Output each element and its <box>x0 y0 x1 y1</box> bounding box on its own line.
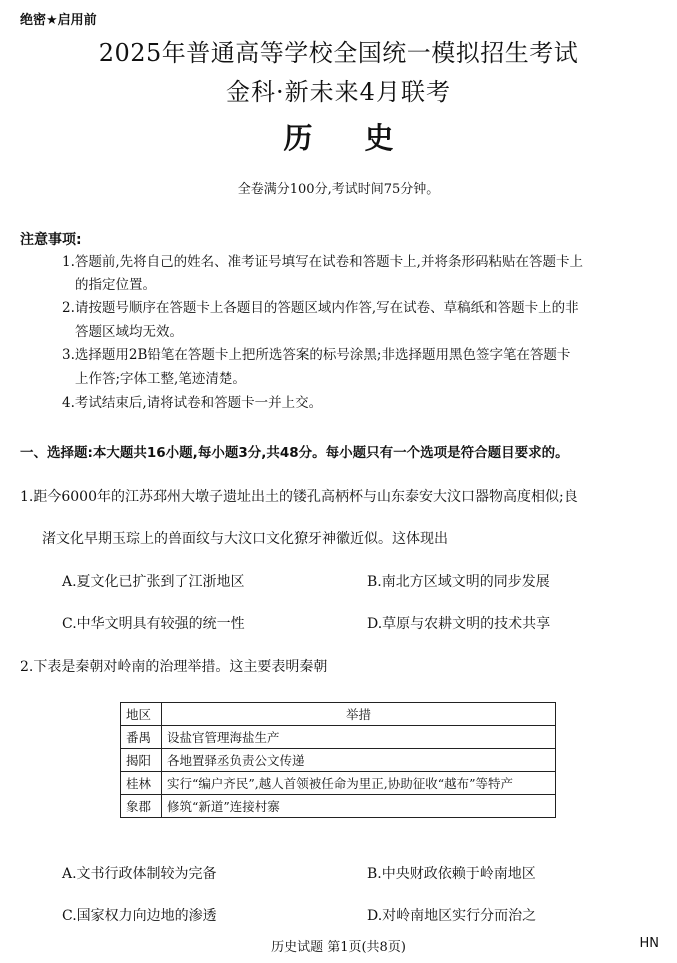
table-cell-measure: 各地置驿丞负责公文传递 <box>162 749 556 772</box>
question-1-option-d: D.草原与农耕文明的技术共享 <box>367 616 551 632</box>
notice-item-cont: 的指定位置。 <box>75 277 156 293</box>
table-cell-region: 番禺 <box>121 726 162 749</box>
notice-item-cont: 上作答;字体工整,笔迹清楚。 <box>75 371 246 387</box>
question-1-option-a: A.夏文化已扩张到了江浙地区 <box>62 574 245 590</box>
confidential-mark: 绝密★启用前 <box>20 13 97 28</box>
governance-table <box>120 702 556 818</box>
subject-title: 历史 <box>283 121 446 155</box>
table-row <box>121 749 556 772</box>
question-1-stem: 1.距今6000年的江苏邳州大墩子遗址出土的镂孔高柄杯与山东泰安大汶口器物高度相似;良 <box>20 489 578 505</box>
notice-item: 2.请按题号顺序在答题卡上各题目的答题区域内作答,写在试卷、草稿纸和答题卡上的非 <box>62 300 579 316</box>
table-cell-measure: 修筑“新道”连接村寨 <box>162 795 556 818</box>
table-row <box>121 726 556 749</box>
exam-subtitle: 金科·新未来4月联考 <box>226 78 451 106</box>
notice-item: 1.答题前,先将自己的姓名、准考证号填写在试卷和答题卡上,并将条形码粘贴在答题卡上 <box>62 254 583 270</box>
question-1-option-b: B.南北方区域文明的同步发展 <box>367 574 550 590</box>
table-cell-region: 象郡 <box>121 795 162 818</box>
exam-title: 2025年普通高等学校全国统一模拟招生考试 <box>98 39 579 67</box>
table-cell-measure: 设盐官管理海盐生产 <box>162 726 556 749</box>
page-footer: 历史试题 第1页(共8页) <box>271 940 406 955</box>
question-2-option-d: D.对岭南地区实行分而治之 <box>367 908 537 924</box>
table-cell-region: 桂林 <box>121 772 162 795</box>
table-cell-region: 揭阳 <box>121 749 162 772</box>
table-row <box>121 795 556 818</box>
notice-title: 注意事项: <box>20 232 82 248</box>
notice-item: 3.选择题用2B铅笔在答题卡上把所选答案的标号涂黑;非选择题用黑色签字笔在答题卡 <box>62 347 571 363</box>
table-cell-measure: 实行“编户齐民”,越人首领被任命为里正,协助征收“越布”等特产 <box>162 772 556 795</box>
table-header-row <box>121 703 556 726</box>
notice-item: 4.考试结束后,请将试卷和答题卡一并上交。 <box>62 395 323 411</box>
paper-code: HN <box>639 936 659 951</box>
score-info: 全卷满分100分,考试时间75分钟。 <box>237 182 440 197</box>
notice-item-cont: 答题区域均无效。 <box>75 324 183 340</box>
question-1-option-c: C.中华文明具有较强的统一性 <box>62 616 245 632</box>
question-2-option-b: B.中央财政依赖于岭南地区 <box>367 866 536 882</box>
column-header-measure: 举措 <box>162 703 556 726</box>
question-2-option-a: A.文书行政体制较为完备 <box>62 866 217 882</box>
question-1-stem-cont: 渚文化早期玉琮上的兽面纹与大汶口文化獠牙神徽近似。这体现出 <box>42 531 448 547</box>
question-2-option-c: C.国家权力向边地的渗透 <box>62 908 217 924</box>
question-2-stem: 2.下表是秦朝对岭南的治理举措。这主要表明秦朝 <box>20 659 328 675</box>
table-row <box>121 772 556 795</box>
column-header-region: 地区 <box>121 703 162 726</box>
section-heading: 一、选择题:本大题共16小题,每小题3分,共48分。每小题只有一个选项是符合题目要求的。 <box>20 445 569 461</box>
